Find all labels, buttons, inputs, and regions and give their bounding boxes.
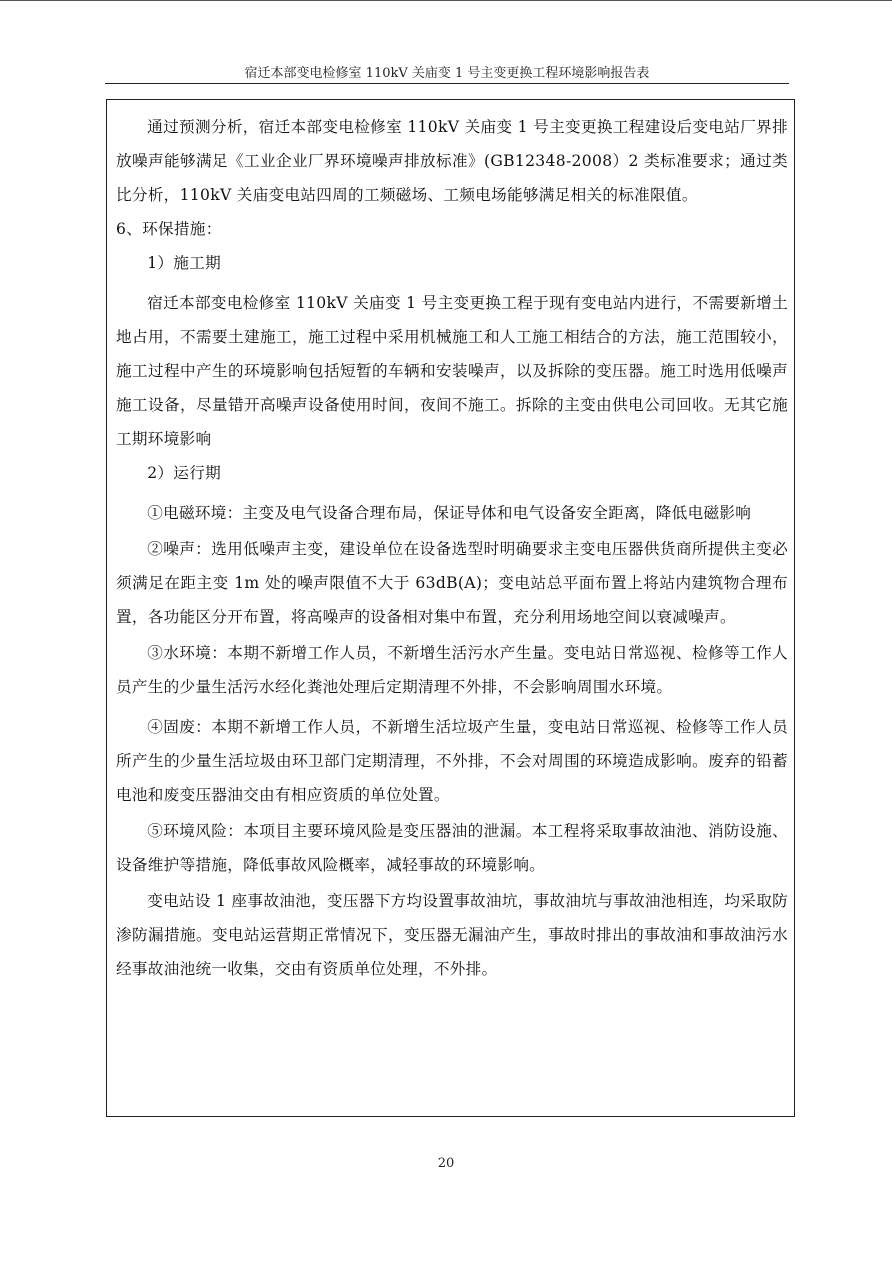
water-measure-paragraph: ③水环境：本期不新增工作人员，不新增生活污水产生量。变电站日常巡视、检修等工作人员产生的少量生活污水经化粪池处理后定期清理不外排，不会影响周围水环境。 bbox=[116, 644, 788, 696]
operation-period-heading: 2）运行期 bbox=[147, 464, 221, 482]
page-top-border bbox=[0, 0, 892, 1]
construction-period-heading: 1）施工期 bbox=[147, 254, 221, 272]
section-heading-environmental-measures: 6、环保措施： bbox=[116, 220, 222, 238]
oil-pit-paragraph: 变电站设 1 座事故油池，变压器下方均设置事故油坑，事故油坑与事故油池相连，均采取防渗防漏措施。变电站运营期正常情况下，变压器无漏油产生，事故时排出的事故油和事故油污水经事故油池统一收集，交由有资质单位处理，不外排。 bbox=[116, 892, 788, 978]
solid-waste-measure-paragraph: ④固废：本期不新增工作人员，不新增生活垃圾产生量，变电站日常巡视、检修等工作人员所产生的少量生活垃圾由环卫部门定期清理，不外排，不会对周围的环境造成影响。废弃的铅蓄电池和废变压器油交由有相应资质的单位处置。 bbox=[116, 718, 788, 804]
page-number: 20 bbox=[437, 1156, 455, 1171]
noise-measure-paragraph: ②噪声：选用低噪声主变，建设单位在设备选型时明确要求主变电压器供货商所提供主变必须满足在距主变 1m 处的噪声限值不大于 63dB(A)；变电站总平面布置上将站内建筑物合理布置，各功能区分开布置，将高噪声的设备相对集中布置，充分利用场地空间以衰减噪声。 bbox=[116, 540, 788, 626]
header-rule bbox=[105, 83, 789, 84]
content-text bbox=[116, 110, 788, 986]
report-header-title: 宿迁本部变电检修室 110kV 关庙变 1 号主变更换工程环境影响报告表 bbox=[244, 66, 650, 81]
construction-period-paragraph: 宿迁本部变电检修室 110kV 关庙变 1 号主变更换工程于现有变电站内进行，不需要新增土地占用，不需要土建施工，施工过程中采用机械施工和人工施工相结合的方法，施工范围较小，施工过程中产生的环境影响包括短暂的车辆和安装噪声，以及拆除的变压器。施工时选用低噪声施工设备，尽量错开高噪声设备使用时间，夜间不施工。拆除的主变由供电公司回收。无其它施工期环境影响 bbox=[116, 294, 788, 448]
electromagnetic-measure-paragraph: ①电磁环境：主变及电气设备合理布局，保证导体和电气设备安全距离，降低电磁影响 bbox=[147, 504, 752, 522]
environmental-risk-paragraph: ⑤环境风险：本项目主要环境风险是变压器油的泄漏。本工程将采取事故油池、消防设施、设备维护等措施，降低事故风险概率，减轻事故的环境影响。 bbox=[116, 822, 788, 874]
intro-paragraph: 通过预测分析，宿迁本部变电检修室 110kV 关庙变 1 号主变更换工程建设后变电站厂界排放噪声能够满足《工业企业厂界环境噪声排放标准》(GB12348-2008）2 类标准要求；通过类比分析，110kV 关庙变电站四周的工频磁场、工频电场能够满足相关的标准限值。 bbox=[116, 118, 788, 204]
